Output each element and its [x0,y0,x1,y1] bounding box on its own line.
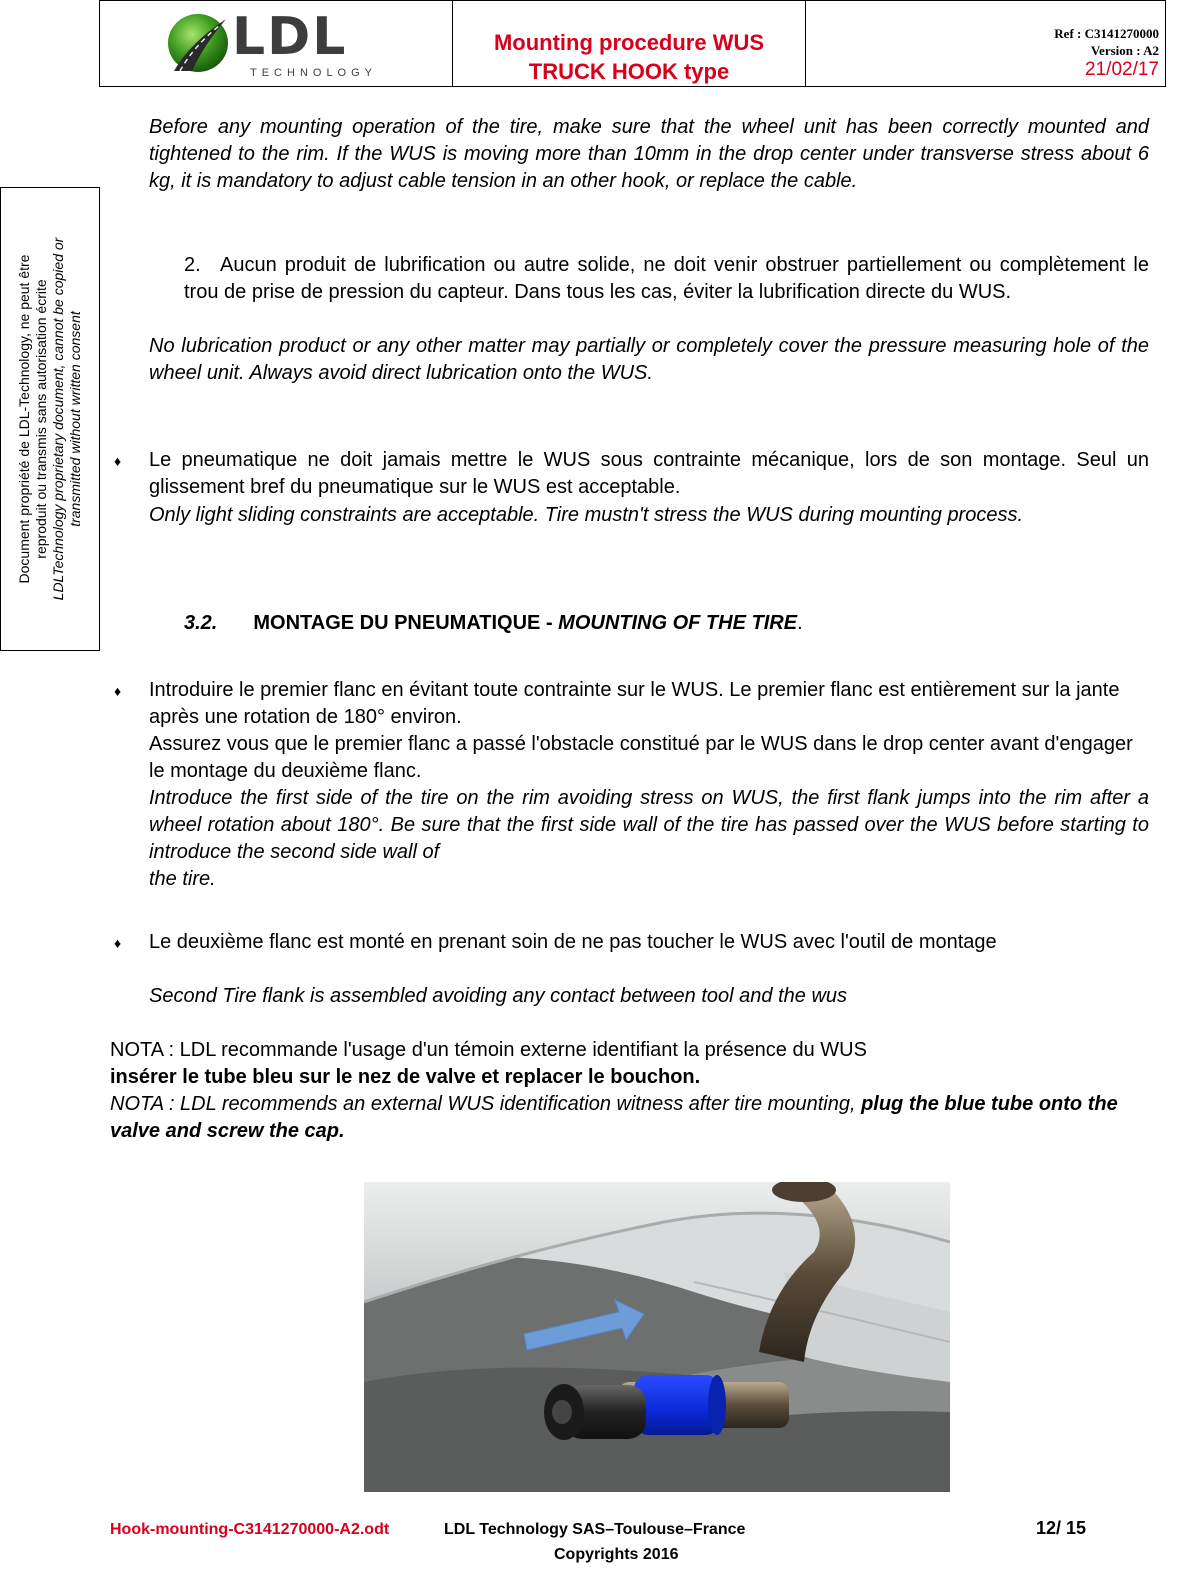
logo-text: LDL [232,7,348,67]
footer-company: LDL Technology SAS–Toulouse–France [444,1521,746,1538]
valve-illustration [364,1182,950,1492]
document-date: 21/02/17 [1085,59,1159,80]
bullet-3-fr: Le deuxième flanc est monté en prenant soin de ne pas toucher le WUS avec l'outil de montage [149,931,997,953]
footer-page-number: 12/ 15 [1036,1518,1087,1538]
bullet-icon: ♦ [114,935,122,951]
bullet-2-fr-1: Introduire le premier flanc en évitant toute contrainte sur le WUS. Le premier flanc est entièrement sur la jante après une rotation de 180° environ. [149,679,1120,728]
section-number: 3.2. [184,612,218,634]
logo-cell [100,1,453,86]
logo-subtext: TECHNOLOGY [250,67,378,79]
nota-fr-bold: insérer le tube bleu sur le nez de valve et replacer le bouchon. [110,1066,701,1088]
bullet-2-en-2: the tire. [149,868,216,890]
bullet-3-en: Second Tire flank is assembled avoiding any contact between tool and the wus [149,985,848,1007]
note-fr-line-2: reproduit ou transmis sans autorisation écrite [33,279,49,559]
bullet-icon: ♦ [114,683,122,699]
bullet-1-en: Only light sliding constraints are acceptable. Tire mustn't stress the WUS during mounting process. [149,504,1024,526]
nota-fr: NOTA : LDL recommande l'usage d'un témoin externe identifiant la présence du WUS [110,1039,867,1061]
bullet-2-fr-2: Assurez vous que le premier flanc a passé l'obstacle constitué par le WUS dans le drop center avant d'engager le montage du deuxième flanc. [149,733,1133,782]
page-header [99,0,1166,87]
footer-filename: Hook-mounting-C3141270000-A2.odt [110,1521,390,1538]
title-line-1: Mounting procedure WUS [493,30,765,55]
document-title [453,1,805,86]
nota-en-bold: plug the blue tube onto the valve and screw the cap. [110,1093,1118,1142]
title-cell [453,1,806,86]
bullet-2-en-1: Introduce the first side of the tire on the rim avoiding stress on WUS, the first flank jumps into the rim after a wheel rotation about 180°. Be sure that the first side wall of the tire has passed over the WUS before starting to introduce the second side wall of [149,787,1149,863]
nota-en-text: NOTA : LDL recommends an external WUS identification witness after tire mounting, [110,1093,862,1115]
item-2-number: 2. [184,254,201,276]
confidentiality-note [0,187,100,651]
ref-cell [806,1,1165,86]
section-title-fr: MONTAGE DU PNEUMATIQUE - [253,612,559,634]
ldl-logo-icon [160,13,240,77]
item-2-en: No lubrication product or any other matter may partially or completely cover the pressure measuring hole of the wheel unit. Always avoid direct lubrication onto the WUS. [149,335,1149,384]
version: Version : A2 [1090,43,1159,58]
ref-number: Ref : C3141270000 [1054,26,1159,41]
section-title-en: MOUNTING OF THE TIRE [558,612,798,634]
intro-paragraph: Before any mounting operation of the tire, make sure that the wheel unit has been correctly mounted and tightened to the rim. If the WUS is moving more than 10mm in the drop center under transverse stress about 6 kg, it is mandatory to adjust cable tension in an other hook, or replace the cable. [149,116,1149,192]
section-heading [184,610,803,637]
section-dot: . [797,612,803,634]
bullet-1-fr: Le pneumatique ne doit jamais mettre le WUS sous contrainte mécanique, lors de son montage. Seul un glissement bref du pneumatique sur le WUS est acceptable. [149,449,1149,498]
item-2-fr: Aucun produit de lubrification ou autre solide, ne doit venir obstruer partiellement ou complètement le trou de prise de pression du capteur. Dans tous les cas, éviter la lubrification directe du WUS. [184,254,1149,303]
nota-en [110,1091,1150,1145]
bullet-icon: ♦ [114,453,122,469]
note-en-line-1: LDLTechnology proprietary document, cannot be copied or [50,237,66,601]
title-line-2: TRUCK HOOK type [528,59,730,84]
note-en-line-2: transmitted without written consent [67,311,83,527]
note-fr-line-1: Document propriété de LDL-Technology, ne peut être [16,254,32,584]
reference-block [806,1,1165,81]
footer-copyright: Copyrights 2016 [554,1546,679,1563]
